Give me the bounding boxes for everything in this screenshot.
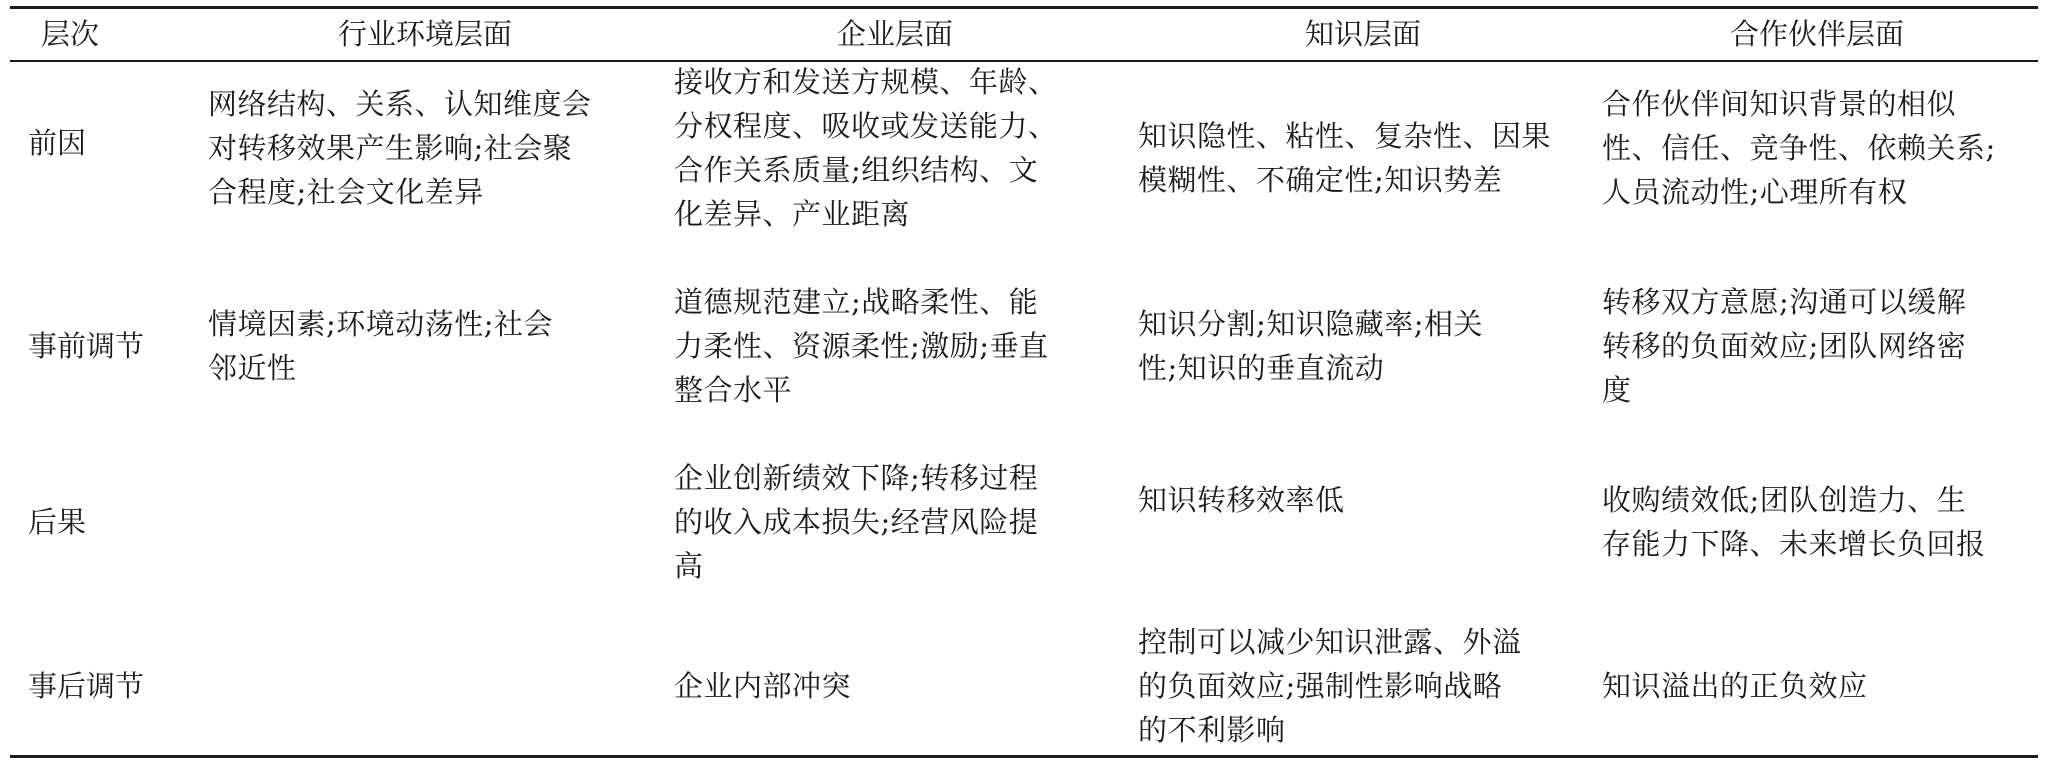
cell-consequence-partner: 收购绩效低;团队创造力、生 存能力下降、未来增长负回报	[1602, 483, 1986, 561]
cell-pre-moderation-partner: 转移双方意愿;沟通可以缓解 转移的负面效应;团队网络密 度	[1602, 285, 1967, 407]
cell-post-moderation-knowledge: 控制可以减少知识泄露、外溢 的负面效应;强制性影响战略 的不利影响	[1138, 625, 1522, 747]
cell-post-moderation-partner: 知识溢出的正负效应	[1602, 669, 1868, 703]
cell-pre-moderation-knowledge: 知识分割;知识隐藏率;相关 性;知识的垂直流动	[1138, 307, 1484, 385]
row-label-pre-moderation: 事前调节	[28, 329, 145, 363]
header-industry: 行业环境层面	[337, 17, 512, 51]
knowledge-transfer-table	[10, 6, 2038, 758]
cell-pre-moderation-industry: 情境因素;环境动荡性;社会 邻近性	[208, 307, 554, 385]
bottom-rule	[10, 755, 2038, 758]
cell-antecedent-enterprise: 接收方和发送方规模、年龄、 分权程度、吸收或发送能力、 合作关系质量;组织结构、文 化差异、产业距离	[674, 65, 1058, 231]
header-partner: 合作伙伴层面	[1729, 17, 1904, 51]
cell-post-moderation-enterprise: 企业内部冲突	[674, 669, 852, 703]
cell-consequence-knowledge: 知识转移效率低	[1138, 483, 1345, 517]
cell-antecedent-industry: 网络结构、关系、认知维度会 对转移效果产生影响;社会聚 合程度;社会文化差异	[208, 87, 592, 209]
header-enterprise: 企业层面	[836, 17, 953, 51]
row-label-post-moderation: 事后调节	[28, 669, 145, 703]
row-label-consequence: 后果	[28, 505, 87, 539]
cell-antecedent-knowledge: 知识隐性、粘性、复杂性、因果 模糊性、不确定性;知识势差	[1138, 119, 1552, 197]
cell-antecedent-partner: 合作伙伴间知识背景的相似 性、信任、竞争性、依赖关系; 人员流动性;心理所有权	[1602, 87, 1996, 209]
header-level: 层次	[40, 17, 99, 51]
cell-pre-moderation-enterprise: 道德规范建立;战略柔性、能 力柔性、资源柔性;激励;垂直 整合水平	[674, 285, 1049, 407]
row-label-antecedent: 前因	[28, 126, 87, 160]
header-knowledge: 知识层面	[1304, 17, 1421, 51]
cell-consequence-enterprise: 企业创新绩效下降;转移过程 的收入成本损失;经营风险提 高	[674, 461, 1039, 583]
